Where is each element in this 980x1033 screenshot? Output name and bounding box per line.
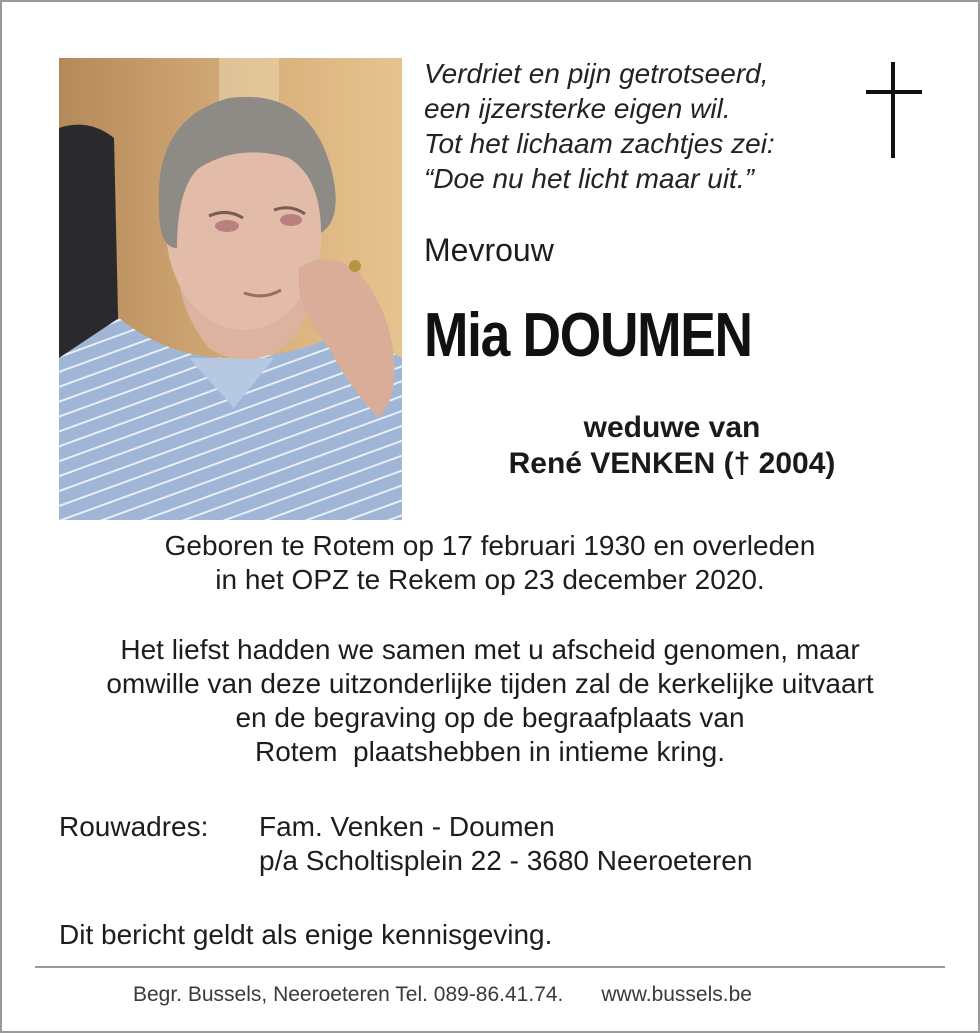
poem-line: “Doe nu het licht maar uit.” — [424, 163, 754, 194]
cross-icon — [866, 62, 922, 158]
birth-death-line: in het OPZ te Rekem op 23 december 2020. — [215, 564, 765, 595]
portrait-illustration — [59, 58, 402, 520]
address-label: Rouwadres: — [59, 811, 209, 842]
salutation: Mevrouw — [424, 232, 554, 268]
widow-info — [402, 410, 942, 482]
address-family: Fam. Venken - Doumen — [259, 811, 555, 842]
address-street: p/a Scholtisplein 22 - 3680 Neeroeteren — [259, 845, 753, 876]
footer-divider — [35, 966, 945, 968]
funeral-home-contact: Begr. Bussels, Neeroeteren Tel. 089-86.41.74. — [133, 983, 564, 1006]
message-line: Het liefst hadden we samen met u afscheid genomen, maar — [120, 634, 860, 665]
funeral-message — [40, 633, 940, 769]
poem — [424, 56, 775, 196]
portrait-photo — [59, 58, 402, 520]
birth-death-text — [40, 529, 940, 597]
late-husband: René VENKEN († 2004) — [508, 447, 836, 480]
message-line: en de begraving op de begraafplaats van — [235, 702, 745, 733]
notice-text: Dit bericht geldt als enige kennisgeving. — [59, 919, 553, 950]
message-line: Rotem plaatshebben in intieme kring. — [254, 736, 726, 767]
poem-line: Tot het lichaam zachtjes zei: — [424, 128, 775, 159]
message-line: omwille van deze uitzonderlijke tijden zal de kerkelijke uitvaart — [106, 668, 874, 699]
birth-death-line: Geboren te Rotem op 17 februari 1930 en overleden — [164, 530, 816, 561]
poem-line: Verdriet en pijn getrotseerd, — [424, 58, 769, 89]
poem-line: een ijzersterke eigen wil. — [424, 93, 731, 124]
footer — [133, 982, 752, 1008]
website-link[interactable]: www.bussels.be — [601, 983, 752, 1006]
widow-label: weduwe van — [583, 411, 761, 444]
deceased-name: Mia DOUMEN — [424, 301, 752, 370]
